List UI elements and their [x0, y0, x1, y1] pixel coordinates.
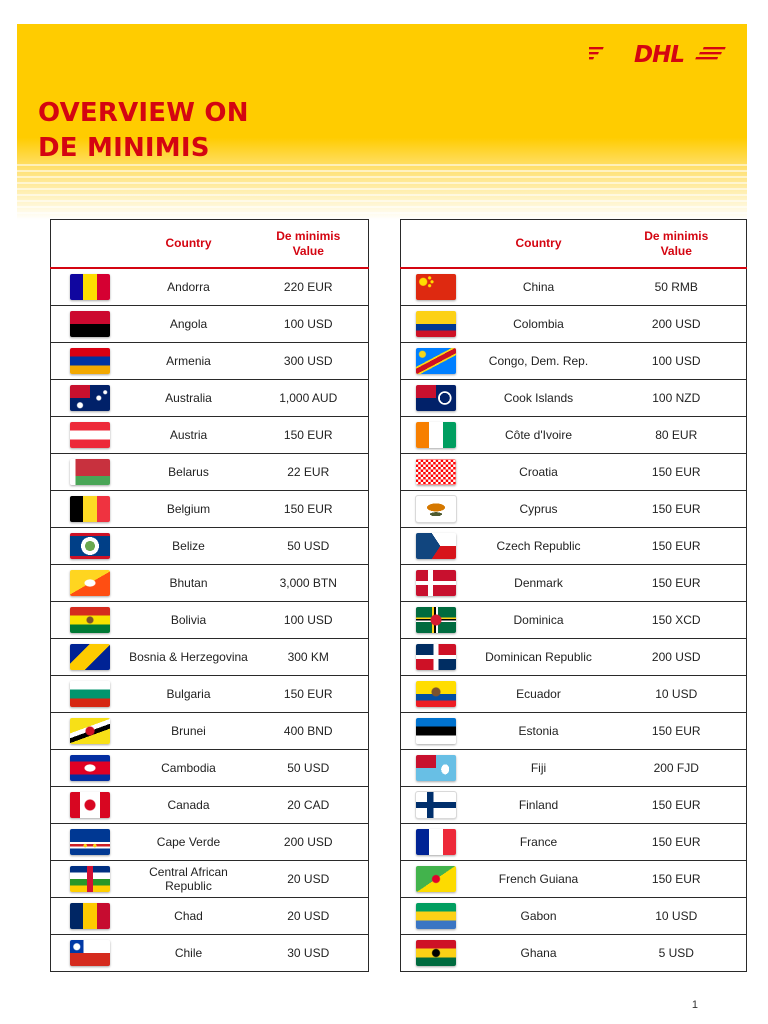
value-cell: 30 USD: [287, 946, 330, 960]
flag-cell: [401, 676, 471, 713]
country-cell: French Guiana: [471, 861, 607, 898]
flag-cell: [401, 306, 471, 343]
value-cell: 10 USD: [607, 898, 747, 935]
flag-column-header: [401, 220, 471, 269]
country-cell: Belgium: [129, 491, 249, 528]
table-row: [401, 343, 747, 380]
table-row: [51, 602, 369, 639]
table-header-row: [51, 220, 369, 269]
country-cell: Fiji: [471, 750, 607, 787]
country-cell: Bolivia: [129, 602, 249, 639]
flag-cell: [51, 861, 129, 898]
flag-cell: [401, 861, 471, 898]
value-cell: 200 USD: [607, 639, 747, 676]
dominica-flag-icon: [416, 607, 456, 633]
value-cell: 50 USD: [249, 750, 369, 787]
country-cell: Cape Verde: [129, 824, 249, 861]
country-cell: Congo, Dem. Rep.: [471, 343, 607, 380]
flag-cell: [51, 750, 129, 787]
value-cell: 300 USD: [249, 343, 369, 380]
value-cell: 3,000 BTN: [249, 565, 369, 602]
cape-verde-flag-icon: [70, 829, 110, 855]
country-cell: Armenia: [129, 343, 249, 380]
table-row: [51, 268, 369, 306]
header-stripes: [17, 164, 747, 220]
table-row: [51, 824, 369, 861]
value-cell: 400 BND: [249, 713, 369, 750]
country-cell: Chile: [174, 946, 203, 960]
value-cell: 100 USD: [607, 343, 747, 380]
value-cell: 150 EUR: [249, 491, 369, 528]
value-column-header: De minimis Value: [607, 220, 747, 269]
value-cell: 150 EUR: [607, 713, 747, 750]
country-cell: Chad: [129, 898, 249, 935]
bulgaria-flag-icon: [70, 681, 110, 707]
australia-flag-icon: [70, 385, 110, 411]
table-row: [51, 861, 369, 898]
country-cell: Côte d'Ivoire: [471, 417, 607, 454]
belize-flag-icon: [70, 533, 110, 559]
french-guiana-flag-icon: [416, 866, 456, 892]
flag-column-header: [51, 220, 129, 269]
value-cell: 100 NZD: [607, 380, 747, 417]
value-cell: 150 EUR: [607, 565, 747, 602]
country-cell: Colombia: [471, 306, 607, 343]
table-row: [401, 306, 747, 343]
country-cell: Central African Republic: [129, 861, 249, 898]
bhutan-flag-icon: [70, 570, 110, 596]
china-flag-icon: [416, 274, 456, 300]
table-row: [401, 380, 747, 417]
value-cell: 5 USD: [658, 946, 694, 960]
flag-cell: [51, 565, 129, 602]
table-row: [401, 898, 747, 935]
table-row: [51, 306, 369, 343]
value-cell: 150 EUR: [607, 528, 747, 565]
value-cell: 20 CAD: [249, 787, 369, 824]
flag-cell: [51, 824, 129, 861]
table-row: [51, 491, 369, 528]
chad-flag-icon: [70, 903, 110, 929]
value-cell: 50 USD: [249, 528, 369, 565]
central-african-republic-flag-icon: [70, 866, 110, 892]
logo-text: DHL: [634, 42, 684, 68]
country-cell: Gabon: [471, 898, 607, 935]
table-row: [51, 343, 369, 380]
flag-cell: [51, 306, 129, 343]
table-row: [51, 380, 369, 417]
croatia-flag-icon: [416, 459, 456, 485]
flag-cell: [401, 491, 471, 528]
france-flag-icon: [416, 829, 456, 855]
belarus-flag-icon: [70, 459, 110, 485]
flag-cell: [51, 602, 129, 639]
angola-flag-icon: [70, 311, 110, 337]
flag-cell: [401, 528, 471, 565]
flag-cell: [401, 565, 471, 602]
table-row: [401, 676, 747, 713]
country-cell: Estonia: [471, 713, 607, 750]
table-row: [51, 528, 369, 565]
denmark-flag-icon: [416, 570, 456, 596]
table-row: [401, 824, 747, 861]
flag-cell: [401, 935, 471, 972]
cook-islands-flag-icon: [416, 385, 456, 411]
country-cell: Dominican Republic: [471, 639, 607, 676]
chile-flag-icon: [70, 940, 110, 966]
page-number: 1: [691, 999, 698, 1011]
gabon-flag-icon: [416, 903, 456, 929]
dominican-republic-flag-icon: [416, 644, 456, 670]
value-cell: 80 EUR: [607, 417, 747, 454]
czech-republic-flag-icon: [416, 533, 456, 559]
table-row: [401, 861, 747, 898]
flag-cell: [401, 824, 471, 861]
ecuador-flag-icon: [416, 681, 456, 707]
value-cell: 150 EUR: [607, 824, 747, 861]
table-row: [51, 639, 369, 676]
ghana-flag-icon: [416, 940, 456, 966]
country-cell: Cook Islands: [471, 380, 607, 417]
country-cell: Andorra: [129, 268, 249, 306]
value-cell: 220 EUR: [249, 268, 369, 306]
flag-cell: [401, 602, 471, 639]
table-row: [401, 528, 747, 565]
country-cell: Angola: [129, 306, 249, 343]
table-row: [401, 565, 747, 602]
flag-cell: [401, 898, 471, 935]
flag-cell: [51, 454, 129, 491]
value-cell: 150 EUR: [607, 491, 747, 528]
fiji-flag-icon: [416, 755, 456, 781]
flag-cell: [51, 676, 129, 713]
table-header-row: [401, 220, 747, 269]
andorra-flag-icon: [70, 274, 110, 300]
flag-cell: [51, 713, 129, 750]
table-row: [51, 898, 369, 935]
table-row: [51, 750, 369, 787]
flag-cell: [401, 380, 471, 417]
country-cell: Finland: [471, 787, 607, 824]
bolivia-flag-icon: [70, 607, 110, 633]
colombia-flag-icon: [416, 311, 456, 337]
value-cell: 50 RMB: [607, 268, 747, 306]
belgium-flag-icon: [70, 496, 110, 522]
flag-cell: [401, 787, 471, 824]
flag-cell: [51, 898, 129, 935]
table-row: [401, 713, 747, 750]
country-cell: Bhutan: [129, 565, 249, 602]
table-row: [51, 676, 369, 713]
flag-cell: [51, 343, 129, 380]
value-cell: 10 USD: [607, 676, 747, 713]
country-cell: Bulgaria: [129, 676, 249, 713]
canada-flag-icon: [70, 792, 110, 818]
brunei-flag-icon: [70, 718, 110, 744]
table-row: [401, 417, 747, 454]
country-cell: Ghana: [520, 946, 557, 960]
country-cell: Austria: [129, 417, 249, 454]
flag-cell: [401, 454, 471, 491]
armenia-flag-icon: [70, 348, 110, 374]
flag-cell: [51, 380, 129, 417]
country-column-header: Country: [471, 220, 607, 269]
table-row: [51, 787, 369, 824]
finland-flag-icon: [416, 792, 456, 818]
page-title: OVERVIEW ON DE MINIMIS: [38, 98, 249, 163]
value-cell: 1,000 AUD: [249, 380, 369, 417]
country-cell: Canada: [129, 787, 249, 824]
flag-cell: [401, 417, 471, 454]
table-row: [51, 454, 369, 491]
cote-divoire-flag-icon: [416, 422, 456, 448]
table-row: [401, 454, 747, 491]
estonia-flag-icon: [416, 718, 456, 744]
value-cell: 300 KM: [249, 639, 369, 676]
country-cell: Croatia: [471, 454, 607, 491]
country-cell: Czech Republic: [471, 528, 607, 565]
austria-flag-icon: [70, 422, 110, 448]
table-row: [401, 639, 747, 676]
value-cell: 22 EUR: [249, 454, 369, 491]
value-cell: 200 USD: [249, 824, 369, 861]
country-cell: Cambodia: [129, 750, 249, 787]
value-cell: 150 EUR: [607, 454, 747, 491]
country-cell: Australia: [129, 380, 249, 417]
country-cell: Belarus: [129, 454, 249, 491]
de-minimis-table-left: [50, 219, 369, 972]
value-cell: 100 USD: [249, 306, 369, 343]
value-cell: 150 EUR: [607, 861, 747, 898]
value-cell: 150 EUR: [249, 676, 369, 713]
flag-cell: [401, 713, 471, 750]
country-cell: Dominica: [471, 602, 607, 639]
flag-cell: [401, 639, 471, 676]
country-cell: Brunei: [129, 713, 249, 750]
country-cell: Denmark: [471, 565, 607, 602]
table-row: [401, 750, 747, 787]
value-cell: 100 USD: [249, 602, 369, 639]
country-column-header: Country: [129, 220, 249, 269]
table-row: [401, 268, 747, 306]
flag-cell: [51, 417, 129, 454]
country-cell: Belize: [129, 528, 249, 565]
value-cell: 150 EUR: [249, 417, 369, 454]
flag-cell: [51, 528, 129, 565]
country-cell: France: [471, 824, 607, 861]
value-cell: 200 FJD: [607, 750, 747, 787]
value-column-header: De minimis Value: [249, 220, 369, 269]
country-cell: China: [471, 268, 607, 306]
table-row: [51, 713, 369, 750]
value-cell: 150 EUR: [607, 787, 747, 824]
table-row: [401, 491, 747, 528]
table-row: [51, 565, 369, 602]
value-cell: 20 USD: [249, 898, 369, 935]
de-minimis-table-right: [400, 219, 747, 972]
table-row: [401, 602, 747, 639]
flag-cell: [401, 343, 471, 380]
dhl-logo-icon: [589, 38, 729, 68]
flag-cell: [51, 935, 129, 972]
flag-cell: [51, 268, 129, 306]
congo-dem-rep-flag-icon: [416, 348, 456, 374]
flag-cell: [51, 787, 129, 824]
flag-cell: [401, 268, 471, 306]
country-cell: Ecuador: [471, 676, 607, 713]
table-row: [401, 787, 747, 824]
value-cell: 20 USD: [249, 861, 369, 898]
value-cell: 200 USD: [607, 306, 747, 343]
header-banner: [17, 24, 747, 220]
value-cell: 150 XCD: [607, 602, 747, 639]
flag-cell: [401, 750, 471, 787]
cyprus-flag-icon: [416, 496, 456, 522]
table-row: [51, 417, 369, 454]
table-row: [51, 935, 369, 972]
flag-cell: [51, 491, 129, 528]
cambodia-flag-icon: [70, 755, 110, 781]
flag-cell: [51, 639, 129, 676]
country-cell: Cyprus: [471, 491, 607, 528]
table-row: [401, 935, 747, 972]
bosnia-herzegovina-flag-icon: [70, 644, 110, 670]
country-cell: Bosnia & Herzegovina: [129, 639, 249, 676]
